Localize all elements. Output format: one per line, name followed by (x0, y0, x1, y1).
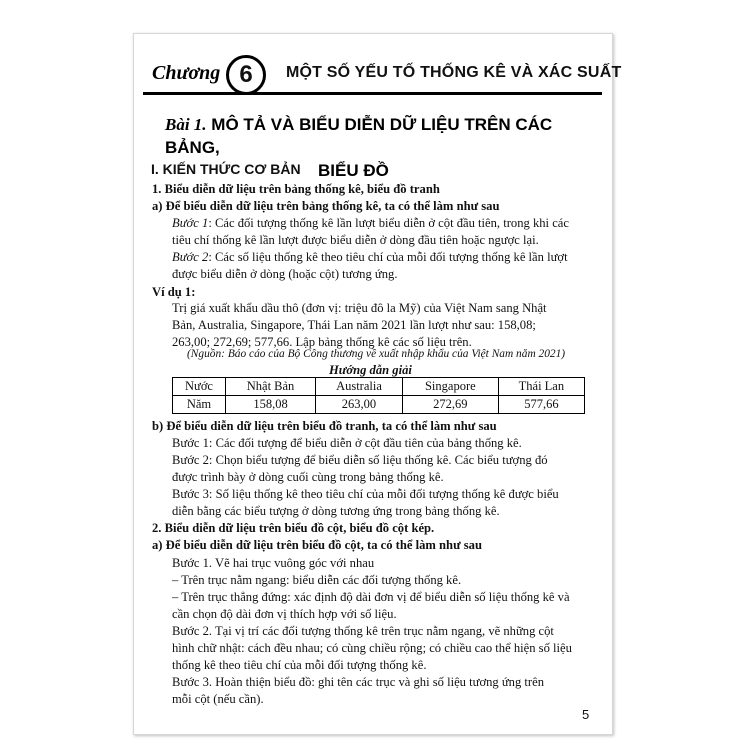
picto-step-3-line1: Bước 3: Số liệu thống kê theo tiêu chí của mỗi đối tượng thống kê được biểu (172, 487, 559, 501)
export-table (172, 377, 585, 414)
table-header-row (173, 378, 585, 396)
step-2-label: Bước 2 (172, 250, 209, 264)
table-cell: Nước (173, 378, 226, 396)
chapter-number-badge: 6 (226, 55, 266, 95)
picto-step-2-line2: được trình bày ở dòng cuối cùng trong bảng thống kê. (172, 470, 444, 484)
page-number: 5 (582, 707, 590, 722)
bar-step-1: Bước 1. Vẽ hai trục vuông góc với nhau (172, 556, 375, 570)
table-cell: Thái Lan (498, 378, 584, 396)
table-cell: 263,00 (316, 396, 403, 414)
table-cell: Năm (173, 396, 226, 414)
subsection-2a-heading: a) Để biểu diễn dữ liệu trên biểu đồ cột, ta có thể làm như sau (152, 538, 482, 552)
example-line2: Bản, Australia, Singapore, Thái Lan năm 2021 lần lượt như sau: 158,08; (172, 318, 536, 332)
lesson-prefix: Bài 1. (165, 115, 207, 134)
table-row (173, 396, 585, 414)
lesson-title-line1: MÔ TẢ VÀ BIỂU DIỄN DỮ LIỆU TRÊN CÁC BẢNG, (165, 115, 553, 157)
subsection-1b-heading: b) Để biểu diễn dữ liệu trên biểu đồ tranh, ta có thể làm như sau (152, 419, 497, 433)
chapter-word: Chương (152, 62, 221, 84)
step-2-text: : Các số liệu thống kê theo tiêu chí của mỗi đối tượng thống kê lần lượt (208, 250, 568, 264)
bar-dash-2-line1: – Trên trục thẳng đứng: xác định độ dài đơn vị để biểu diễn số liệu thống kê và (172, 590, 570, 604)
lesson-title-line2: BIỂU ĐỒ (318, 161, 389, 180)
subsection-2-heading: 2. Biểu diễn dữ liệu trên biểu đồ cột, biểu đồ cột kép. (152, 521, 435, 535)
chapter-title: MỘT SỐ YẾU TỐ THỐNG KÊ VÀ XÁC SUẤT (286, 64, 622, 81)
table-cell: 272,69 (402, 396, 498, 414)
picto-step-2-line1: Bước 2: Chọn biểu tượng để biểu diễn số liệu thống kê. Các biểu tượng đó (172, 453, 548, 467)
step-1-label: Bước 1 (172, 216, 209, 230)
step-1-line (172, 215, 569, 232)
table-cell: 158,08 (226, 396, 316, 414)
step-2-line (172, 249, 568, 266)
example-source: (Nguồn: Báo cáo của Bộ Công thương về xuất nhập khẩu của Việt Nam năm 2021) (187, 348, 566, 360)
subsection-1a-heading: a) Để biểu diễn dữ liệu trên bảng thống kê, ta có thể làm như sau (152, 199, 500, 213)
picto-step-3-line2: diễn bằng các biểu tượng ở dòng tương ứng trong bảng thống kê. (172, 504, 500, 518)
table-cell: 577,66 (498, 396, 584, 414)
bar-dash-2-line2: cần chọn độ dài đơn vị thích hợp với số liệu. (172, 607, 397, 621)
table-cell: Singapore (402, 378, 498, 396)
table-cell: Nhật Bản (226, 378, 316, 396)
bar-dash-1: – Trên trục nằm ngang: biểu diễn các đối tượng thống kê. (172, 573, 462, 587)
table-cell: Australia (316, 378, 403, 396)
bar-step-2-line2: hình chữ nhật: cách đều nhau; có cùng chiều rộng; có chiều cao thể hiện số liệu (172, 641, 572, 655)
example-line1: Trị giá xuất khẩu dầu thô (đơn vị: triệu đô la Mỹ) của Việt Nam sang Nhật (172, 301, 547, 315)
example-line3: 263,00; 272,69; 577,66. Lập bảng thống kê các số liệu trên. (172, 335, 472, 349)
chapter-rule (143, 92, 602, 95)
bar-step-2-line1: Bước 2. Tại vị trí các đối tượng thống kê trên trục nằm ngang, vẽ những cột (172, 624, 554, 638)
subsection-1-heading: 1. Biểu diễn dữ liệu trên bảng thống kê, biểu đồ tranh (152, 182, 440, 196)
bar-step-2-line3: thống kê theo tiêu chí của mỗi đối tượng thống kê. (172, 658, 427, 672)
section-heading: I. KIẾN THỨC CƠ BẢN (151, 161, 301, 177)
guide-heading: Hướng dẫn giải (329, 363, 412, 377)
example-label: Ví dụ 1: (152, 285, 196, 299)
bar-step-3-line1: Bước 3. Hoàn thiện biểu đồ: ghi tên các trục và ghi số liệu tương ứng trên (172, 675, 544, 689)
picto-step-1: Bước 1: Các đối tượng để biểu diễn ở cột đầu tiên của bảng thống kê. (172, 436, 522, 450)
step-1-line2: tiêu chí thống kê lần lượt được biểu diễn ở dòng đầu tiên hoặc ngược lại. (172, 233, 539, 247)
step-2-line2: được biểu diễn ở dòng (hoặc cột) tương ứng. (172, 267, 398, 281)
bar-step-3-line2: mỗi cột (nếu cần). (172, 692, 264, 706)
step-1-text: : Các đối tượng thống kê lần lượt biểu diễn ở cột đầu tiên, trong khi các (208, 216, 569, 230)
